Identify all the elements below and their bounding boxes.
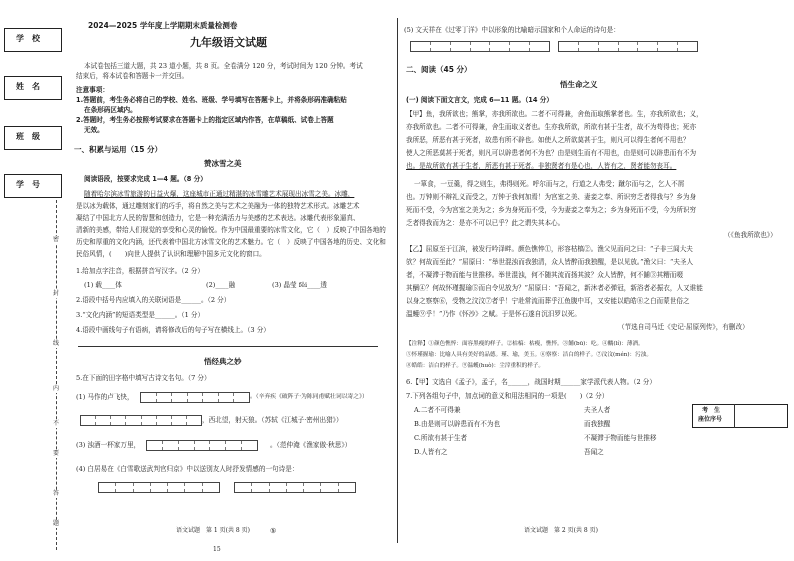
binding-char: 答 [53,490,60,497]
subsection-title: 悟生命之义 [560,80,598,89]
annotation-line: ⑧皓皓：洁白的样子。⑨温蠖(huò)：尘滓重积的样子。 [406,363,545,369]
q7-option-c-pair: 不凝滞于物而能与世推移 [584,434,657,442]
question-6: 6.【甲】文选自《孟子》，孟子，名______，战国时期______家学派代表人物。（2 分） [406,378,656,386]
student-number-label: 学 号 [16,180,40,189]
page-footer: 语文试题 第 2 页(共 8 页) [524,527,598,534]
q5-1-prompt: (1) 马作的卢飞快， [76,393,134,401]
note-line: 2.答题时，考生务必按照考试要求在答题卡上的指定区域内作答，在草稿纸、试卷上答题 [76,116,334,124]
passage-line: 民俗风情，( )向世人提供了认识和理解中国多元文化的窗口。 [76,250,266,258]
section-heading: 一、积累与运用（15 分） [74,145,163,154]
q1-item[interactable]: (3) 晶莹 fěi____透 [272,281,327,289]
passage-jia-line: 乏者得我而为之：是亦不可以已乎？此之谓失其本心。 [406,219,565,227]
q5-1-source: 。（辛弃疾《破阵子·为陈同甫赋壮词以寄之》） [250,394,368,400]
q1-item[interactable]: (1) 载____体 [84,281,122,289]
binding-sidebar [0,0,66,561]
passage-line: 清新的美感，带给人们视觉的享受和心灵的愉悦。作为中国最重要的冰雪文化，它（ ）反映了中国各地的 [76,226,386,234]
page-divider [397,18,398,543]
subsection-title: 赞冰雪之美 [204,159,242,168]
page-footer: 语文试题 第 1 页(共 8 页) [176,527,250,534]
question-5: 5.在下面的田字格中填写古诗文名句。（7 分） [76,374,211,382]
question-7: 7.下列各组句子中，加点词的意义和用法相同的一项是( )（2 分） [406,392,609,400]
binding-char: 要 [53,450,60,457]
seat-box-divider [734,404,735,428]
binding-char: 内 [53,385,60,392]
q7-option-d[interactable]: D.人皆有之 [414,448,448,456]
page-bottom-mark: 15 [213,546,221,553]
q5-4-answer-grid-a[interactable] [98,482,220,493]
q5-5-answer-grid-a[interactable] [410,41,550,52]
seat-label: 考 生 [702,407,721,414]
subject-title: 九年级语文试题 [190,36,267,49]
passage-yi-line: 【乙】屈原至于江滨，被发行吟泽畔。颜色憔悴①，形容枯槁②。渔父见而问之曰：“子非三闾大夫 [406,245,693,253]
seat-label: 座位序号 [698,416,723,423]
q7-option-d-pair: 吾闻之 [584,448,604,456]
q5-1-answer-grid[interactable] [140,392,250,403]
question-4: 4.语段中画线句子有语病，请将修改后的句子写在横线上。（3 分） [76,326,270,334]
note-line: 在条形码区域内。 [84,106,137,114]
exam-title: 2024—2025 学年度上学期期末质量检测卷 [88,21,238,30]
page-2 [400,0,794,561]
page-marker: ⑤ [270,527,277,535]
intro-line: 本试卷包括三道大题，共 23 道小题，共 8 页。全卷满分 120 分，考试时间为 120 分钟。考试 [84,62,363,70]
instruction: 阅读语段，按要求完成 1—4 题。（8 分） [84,175,207,183]
passage-yi-source: （节选自司马迁《史记·屈原列传》，有删改） [618,323,749,331]
notes-title: 注意事项： [76,86,109,94]
q5-3-prompt: (3) 浊酒一杯家万里， [76,441,141,449]
binding-char: 不 [53,420,60,427]
reading-instruction: (一) 阅读下面文言文，完成 6—11 题。（14 分） [406,96,553,104]
q5-3-source: 。（范仲淹《渔家傲·秋思》） [270,441,352,449]
annotation-line: ⑤怀瑾握瑜：比喻人具有美好的品德。瑾、瑜，美玉。⑥察察：洁白的样子。⑦汶汶(mén)：污浊。 [406,352,652,358]
passage-jia-line: 也。是故所欲有甚于生者，所恶有甚于死者。非独贤者有是心也，人皆有之，贤者能勿丧耳。 [406,162,677,170]
q5-5-prompt: (5) 文天祥在《过零丁洋》中以形象的比喻暗示国家和个人命运的诗句是： [404,26,620,34]
q5-3-answer-grid[interactable] [146,440,258,451]
q1-item[interactable]: (2)____融 [206,281,236,289]
annotation-line: 【注释】①颜色憔悴：面容黑瘦的样子。②枯槁：枯瘦，憔悴。③餔(bū)：吃。④醨(lí)：薄酒。 [406,341,644,347]
passage-yi-line: 以身之察察⑥，受物之汶汶⑦者乎！宁赴常流而葬乎江鱼腹中耳，又安能以皓皓⑧之白而蒙世俗之 [406,297,690,305]
q5-2-answer-grid[interactable] [80,415,202,426]
section-heading: 二、阅读（45 分） [406,65,472,74]
q7-option-b[interactable]: B.由是则可以辟患而有不为也 [414,420,501,428]
school-label: 学 校 [16,34,40,43]
binding-char: 线 [53,340,60,347]
page-1 [66,0,396,561]
passage-line: 凝结了中国北方人民的智慧和创造力，它是一种充满活力与美感的艺术表达。冰雕代表形象逼真、 [76,214,360,222]
passage-line: 随着哈尔滨冰雪旅游的日益火爆，这座城市正通过精湛的冰雪雕艺术展现出冰雪之美。冰雕， [84,190,355,198]
passage-jia-source: （《鱼我所欲也》） [724,231,777,239]
question-1: 1.给加点字注音，根据拼音写汉字。（2 分） [76,267,204,275]
q7-option-b-pair: 而我独醒 [584,420,611,428]
passage-line: 历史和厚重的文化内涵，还代表着中国北方冰雪文化的艺术魅力。它（ ）反映了中国各地的历史、文化和 [76,238,386,246]
passage-yi-line: 温蠖⑨乎！”乃作《怀沙》之赋。于是怀石遂自沉汨罗以死。 [406,310,581,318]
passage-jia-line: 也。万钟则不辩礼义而受之，万钟于我何加焉！为宫室之美、妻妾之奉、所识穷乏者得我与？乡为身 [406,193,697,201]
class-label: 班 级 [16,132,40,141]
passage-jia-line: 使人之所恶莫甚于死者，则凡可以辟患者何不为也？由是则生而有不用也，由是则可以辟患而有不为 [406,149,697,157]
passage-yi-line: 欤？何故而至此？”屈原曰：“举世混浊而我独清，众人皆醉而我独醒，是以见放。”渔父曰：“夫圣人 [406,258,694,266]
passage-jia-line: 我所恶，所恶有甚于死者，故患有所不辟也。如使人之所欲莫甚于生，则凡可以得生者何不用也？ [406,136,690,144]
passage-line: 是以冰为载体，通过雕刻家们的巧手，将自然之美与艺术之美融为一体的独特艺术形式。冰雕艺术 [76,202,360,210]
passage-jia-line: 死而不受，今为宫室之美为之；乡为身死而不受，今为妻妾之奉为之；乡为身死而不受，今为所识穷 [406,206,697,214]
binding-char: 题 [53,520,60,527]
passage-yi-line: 者，不凝滞于物而能与世推移。举世混浊，何不随其流而扬其波？众人皆醉，何不餔③其糟而啜 [406,271,683,279]
q7-option-c[interactable]: C.所欲有甚于生者 [414,434,468,442]
note-line: 无效。 [84,126,104,134]
q5-2-source: ，西北望，射天狼。（苏轼《江城子·密州出猎》） [202,416,343,424]
q7-option-a-pair: 夫圣人者 [584,406,611,414]
passage-jia-line: 【甲】鱼，我所欲也；熊掌，亦我所欲也。二者不可得兼，舍鱼而取熊掌者也。生，亦我所欲也；义， [406,110,703,118]
q5-4-prompt: (4) 白居易在《白雪歌送武判官归京》中以送别友人时抒发情感的一句诗是： [76,465,299,473]
subsection-title: 悟经典之妙 [204,357,242,366]
intro-line: 结束后，将本试卷和答题卡一并交回。 [76,72,189,80]
passage-jia-line: 一箪食，一豆羹，得之则生，弗得则死。呼尔而与之，行道之人弗受；蹴尔而与之，乞人不屑 [414,180,685,188]
binding-char: 封 [53,290,60,297]
passage-jia-line: 亦我所欲也。二者不可得兼，舍生而取义者也。生亦我所欲，所欲有甚于生者，故不为苟得也；死亦 [406,123,697,131]
note-line: 1.答题前，考生务必将自己的学校、姓名、班级、学号填写在答题卡上，并将条形码准确粘贴 [76,96,347,104]
q4-answer-line[interactable] [78,346,378,347]
name-label: 姓 名 [16,82,40,91]
binding-char: 密 [53,236,60,243]
question-3: 3.“文化内涵”的短语类型是______。（1 分） [76,311,205,319]
q5-4-answer-grid-b[interactable] [234,482,356,493]
q7-option-a[interactable]: A.二者不可得兼 [414,406,461,414]
q5-5-answer-grid-b[interactable] [558,41,698,52]
passage-yi-line: 其醨④？何故怀瑾握瑜⑤而自令见放为？”屈原曰：“吾闻之，新沐者必弹冠，新浴者必振衣，人又谁能 [406,284,703,292]
question-2: 2.语段中括号内应填入的关联词语是______。（2 分） [76,296,231,304]
